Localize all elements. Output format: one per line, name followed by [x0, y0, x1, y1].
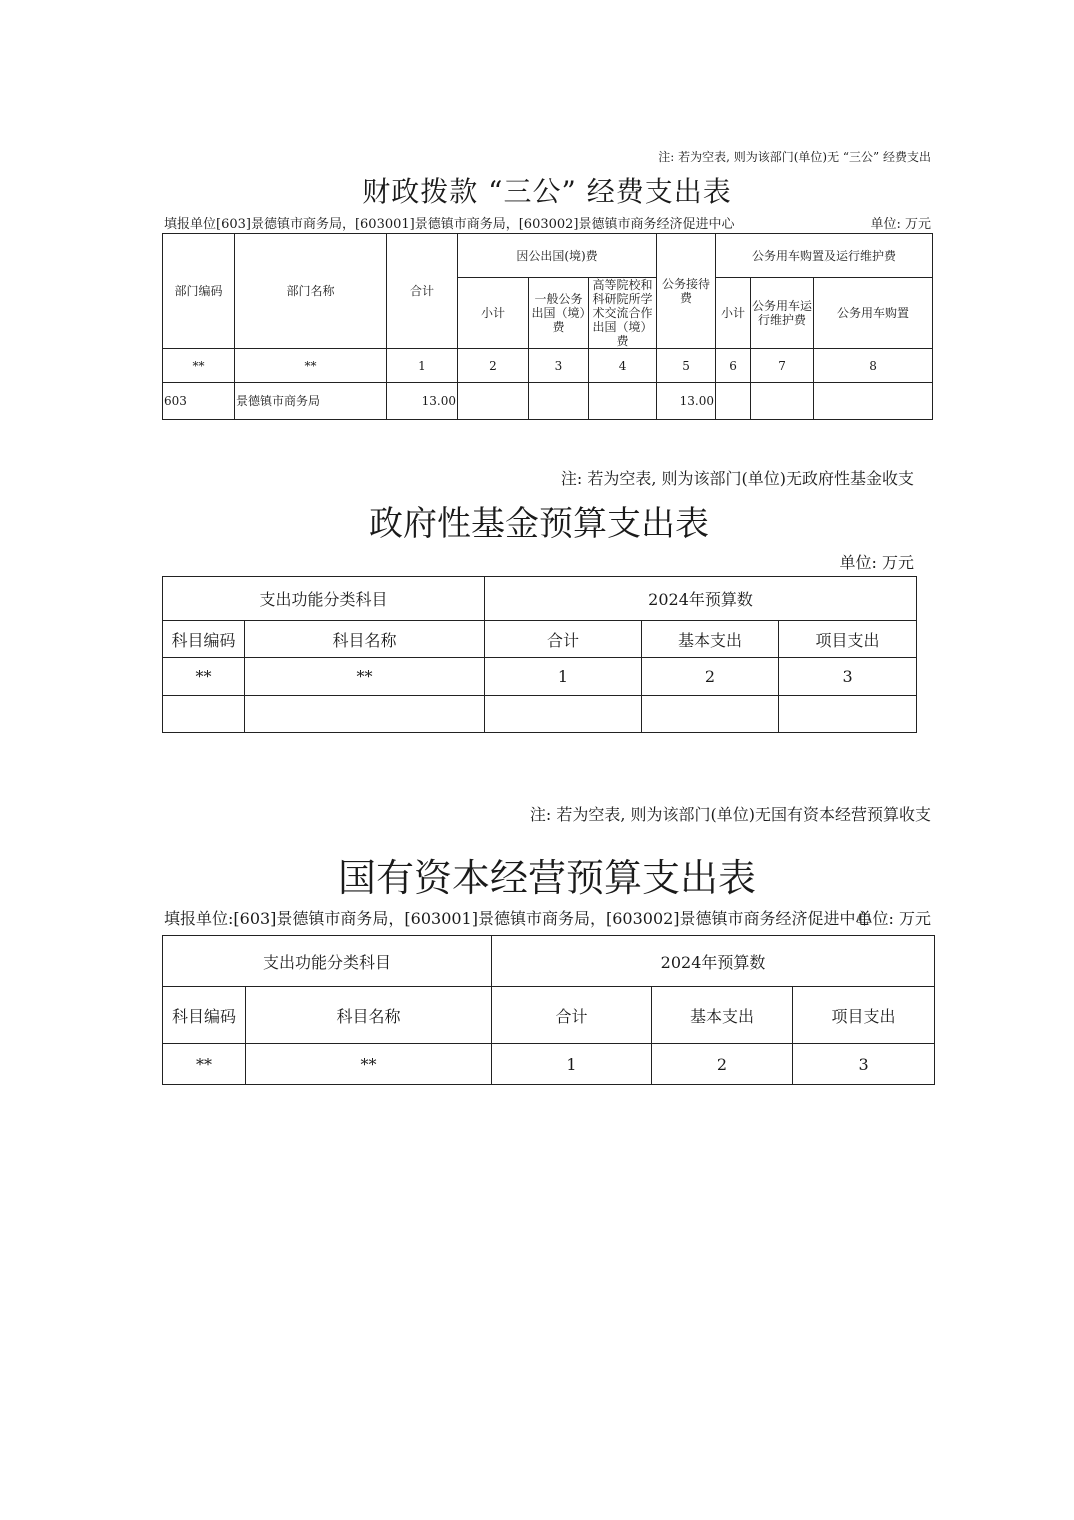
- header-total: 合计: [387, 234, 458, 349]
- table-row: [163, 696, 917, 733]
- header-basic: 基本支出: [652, 987, 793, 1044]
- index-row: [163, 658, 917, 696]
- index-cell: **: [245, 658, 485, 696]
- index-cell: 3: [793, 1044, 935, 1085]
- index-cell: 4: [589, 349, 657, 383]
- section3-title: 国有资本经营预算支出表: [337, 856, 756, 900]
- index-cell: 6: [716, 349, 751, 383]
- section3-unit: 单位: 万元: [856, 909, 931, 928]
- header-abroad-group: 因公出国(境)费: [458, 234, 657, 278]
- header-total: 合计: [485, 621, 642, 658]
- abroad-general-cell: [529, 383, 589, 420]
- index-cell: 7: [751, 349, 814, 383]
- header-budget: 2024年预算数: [492, 936, 935, 987]
- index-row: [163, 1044, 935, 1085]
- empty-cell: [163, 696, 245, 733]
- header-vehicle-subtotal: 小计: [716, 278, 751, 349]
- header-code: 科目编码: [163, 621, 245, 658]
- index-cell: 2: [458, 349, 529, 383]
- section2-unit: 单位: 万元: [839, 553, 914, 572]
- reception-cell: 13.00: [657, 383, 716, 420]
- vehicle-maintenance-cell: [751, 383, 814, 420]
- header-category: 支出功能分类科目: [163, 936, 492, 987]
- section2-note: 注: 若为空表, 则为该部门(单位)无政府性基金收支: [560, 469, 914, 488]
- header-vehicle-purchase: 公务用车购置: [814, 278, 933, 349]
- table-row: [163, 383, 933, 420]
- header-total: 合计: [492, 987, 652, 1044]
- section1-filler: 填报单位[603]景德镇市商务局，[603001]景德镇市商务局，[603002]景德镇市商务经济促进中心: [164, 217, 735, 232]
- header-budget: 2024年预算数: [485, 577, 917, 621]
- header-name: 科目名称: [246, 987, 492, 1044]
- index-cell: 5: [657, 349, 716, 383]
- empty-cell: [642, 696, 779, 733]
- index-cell: 2: [652, 1044, 793, 1085]
- header-abroad-subtotal: 小计: [458, 278, 529, 349]
- empty-cell: [485, 696, 642, 733]
- header-abroad-general: 一般公务出国（境）费: [529, 278, 589, 349]
- index-cell: 1: [492, 1044, 652, 1085]
- header-dept-name: 部门名称: [235, 234, 387, 349]
- three-public-table: [162, 233, 933, 420]
- header-vehicle-group: 公务用车购置及运行维护费: [716, 234, 933, 278]
- header-code: 科目编码: [163, 987, 246, 1044]
- section1-note: 注: 若为空表, 则为该部门(单位)无 “三公” 经费支出: [658, 150, 931, 164]
- state-capital-table: [162, 935, 935, 1085]
- index-cell: **: [163, 1044, 246, 1085]
- section1-unit: 单位: 万元: [870, 217, 931, 232]
- empty-cell: [245, 696, 485, 733]
- gov-fund-table: [162, 576, 917, 733]
- index-row: [163, 349, 933, 383]
- index-cell: **: [235, 349, 387, 383]
- section3-note: 注: 若为空表, 则为该部门(单位)无国有资本经营预算收支: [529, 805, 931, 824]
- section2-title: 政府性基金预算支出表: [369, 504, 709, 544]
- header-vehicle-maintenance: 公务用车运行维护费: [751, 278, 814, 349]
- index-cell: **: [246, 1044, 492, 1085]
- empty-cell: [779, 696, 917, 733]
- header-category: 支出功能分类科目: [163, 577, 485, 621]
- dept-name-cell: 景德镇市商务局: [235, 383, 387, 420]
- header-reception: 公务接待费: [657, 234, 716, 349]
- section1-title: 财政拨款 “三公” 经费支出表: [362, 175, 732, 208]
- vehicle-subtotal-cell: [716, 383, 751, 420]
- header-project: 项目支出: [793, 987, 935, 1044]
- section3-filler: 填报单位:[603]景德镇市商务局，[603001]景德镇市商务局，[603002]景德镇市商务经济促进中心: [164, 909, 872, 928]
- dept-code-cell: 603: [163, 383, 235, 420]
- total-cell: 13.00: [387, 383, 458, 420]
- index-cell: 1: [387, 349, 458, 383]
- index-cell: 3: [779, 658, 917, 696]
- abroad-subtotal-cell: [458, 383, 529, 420]
- vehicle-purchase-cell: [814, 383, 933, 420]
- header-name: 科目名称: [245, 621, 485, 658]
- index-cell: **: [163, 349, 235, 383]
- abroad-university-cell: [589, 383, 657, 420]
- index-cell: 8: [814, 349, 933, 383]
- header-basic: 基本支出: [642, 621, 779, 658]
- header-dept-code: 部门编码: [163, 234, 235, 349]
- index-cell: **: [163, 658, 245, 696]
- index-cell: 2: [642, 658, 779, 696]
- header-abroad-university: 高等院校和科研院所学术交流合作出国（境）费: [589, 278, 657, 349]
- header-project: 项目支出: [779, 621, 917, 658]
- index-cell: 1: [485, 658, 642, 696]
- index-cell: 3: [529, 349, 589, 383]
